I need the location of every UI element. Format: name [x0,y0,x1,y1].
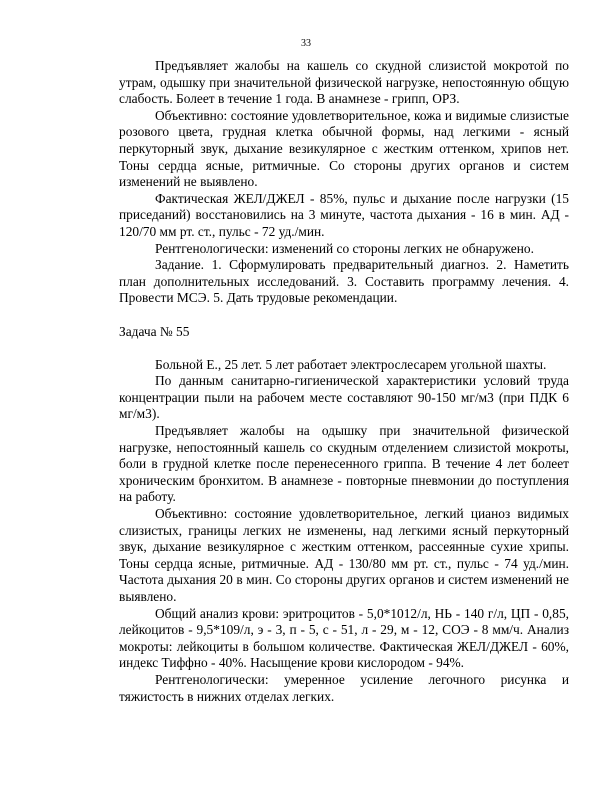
complaints-paragraph: Предъявляет жалобы на кашель со скудной слизистой мокротой по утрам, одышку при значительной физической нагрузке, непостоянную общую слабость. Болеет в течение 1 года. В анамнезе - грипп, ОРЗ. [119,58,569,107]
page-content [119,58,569,705]
task-complaints-paragraph: Предъявляет жалобы на одышку при значительной физической нагрузке, непостоянный кашель со скудным отделением слизистой мокроты, боли в грудной клетке после перенесенного гриппа. В течение 4 лет болеет хроническим бронхитом. В анамнезе - повторные пневмонии до поступления на работу. [119,423,569,505]
patient-info-paragraph: Больной Е., 25 лет. 5 лет работает электрослесарем угольной шахты. [155,356,547,372]
task-objective-exam-paragraph: Объективно: состояние удовлетворительное, легкий цианоз видимых слизистых, границы легких не изменены, над легкими ясный перкуторный звук, дыхание везикулярное с жестким оттенком, рассеянные сухие хрипы. Тоны сердца ясные, ритмичные. АД - 130/80 мм рт. ст., пульс - 74 уд./мин. Частота дыхания 20 в мин. Со стороны других органов и систем изменений не выявлено. [119,506,569,604]
task-title: Задача № 55 [119,323,190,339]
task-xray-paragraph: Рентгенологически: умеренное усиление легочного рисунка и тяжистость в нижних отделах легких. [119,671,569,704]
objective-exam-paragraph: Объективно: состояние удовлетворительное, кожа и видимые слизистые розового цвета, грудная клетка обычной формы, над легкими - ясный перкуторный звук, дыхание везикулярное с жестким оттенком, хрипов нет. Тоны сердца ясные, ритмичные. Со стороны других органов и систем изменений не выявлено. [119,107,569,190]
vital-capacity-paragraph: Фактическая ЖЕЛ/ДЖЕЛ - 85%, пульс и дыхание после нагрузки (15 приседаний) восстановились на 3 минуте, частота дыхания - 16 в мин. АД - 120/70 мм рт. ст., пульс - 72 уд./мин. [119,190,569,239]
assignment-paragraph: Задание. 1. Сформулировать предварительный диагноз. 2. Наметить план дополнительных исследований. 3. Составить программу лечения. 4. Провести МСЭ. 5. Дать трудовые рекомендации. [119,257,569,306]
blood-analysis-paragraph: Общий анализ крови: эритроцитов - 5,0*1012/л, НЬ - 140 г/л, ЦП - 0,85, лейкоцитов - 9,5*109/л, э - 3, п - 5, с - 51, л - 29, м - 12, СОЭ - 8 мм/ч. Анализ мокроты: лейкоциты в большом количестве. Фактическая ЖЕЛ/ДЖЕЛ - 60%, индекс Тиффно - 40%. Насыщение крови кислородом - 94%. [119,605,569,671]
dust-concentration-paragraph: По данным санитарно-гигиенической характеристики условий труда концентрации пыли на рабочем месте составляют 90-150 мг/м3 (при ПДК 6 мг/м3). [119,373,569,422]
page-number: 33 [301,38,311,49]
xray-paragraph: Рентгенологически: изменений со стороны легких не обнаружено. [155,240,534,256]
